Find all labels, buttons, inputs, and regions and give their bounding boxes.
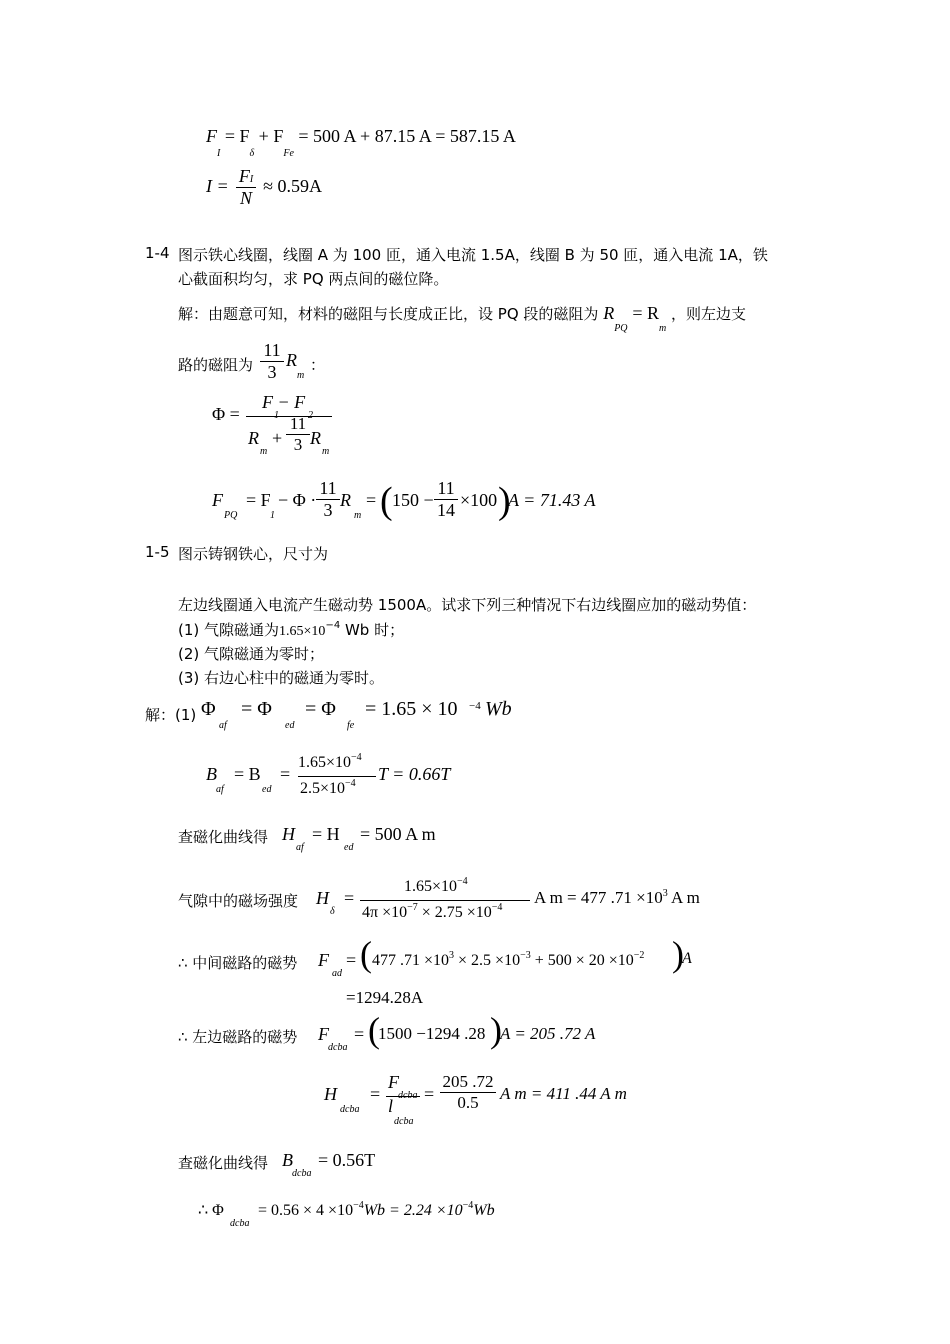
operator: =	[280, 764, 291, 784]
exponent: −4	[462, 1200, 474, 1211]
text: 查磁化曲线得	[178, 828, 269, 846]
term: ×100	[460, 490, 498, 510]
text: 477 .71 ×10	[372, 952, 450, 969]
result: A = 71.43 A	[508, 490, 596, 510]
exponent: −2	[633, 950, 645, 961]
term: = Φ	[241, 698, 272, 720]
exponent: −3	[520, 950, 531, 961]
subscript: af	[296, 842, 304, 853]
result	[534, 888, 700, 908]
subscript: dcba	[340, 1104, 360, 1115]
case-1	[178, 619, 404, 640]
result: = 0.56T	[318, 1150, 376, 1170]
fraction	[316, 478, 340, 521]
text: A m = 477 .71 ×10	[534, 888, 663, 907]
numerator: 11	[289, 414, 307, 433]
operator: +	[272, 428, 283, 448]
subscript: PQ	[224, 510, 238, 521]
symbol: R	[340, 490, 351, 510]
numerator	[404, 876, 468, 896]
exponent: 3	[449, 950, 455, 961]
expression	[372, 950, 644, 970]
denominator	[362, 902, 502, 922]
text: + 500 × 20 ×10	[530, 952, 634, 969]
symbol: B	[206, 764, 217, 784]
unit: A	[682, 950, 692, 967]
equation-h-dcba	[324, 1072, 664, 1132]
subscript: ad	[332, 968, 342, 979]
subscript: δ	[330, 906, 335, 917]
denominator: 3	[316, 499, 340, 521]
subscript: 1	[270, 510, 275, 521]
denominator: 3	[286, 434, 310, 455]
equation-b-dcba	[178, 1148, 478, 1180]
denominator: 0.5	[440, 1092, 496, 1113]
text: (1) 气隙磁通为	[178, 621, 280, 639]
result: = 500 A + 87.15 A = 587.15 A	[298, 126, 516, 146]
text: 1.65×10	[404, 878, 458, 895]
fraction	[440, 1072, 496, 1113]
text: 解：由题意可知，材料的磁阻与长度成正比，设 PQ 段的磁阻为	[178, 305, 599, 323]
text: × 2.75 ×10	[417, 904, 492, 921]
term: − Φ ·	[278, 490, 317, 510]
term: = F	[224, 126, 250, 146]
symbol: Φ =	[212, 404, 240, 424]
text: 2.5×10	[300, 780, 346, 797]
exponent: −4	[351, 752, 362, 763]
symbol: H	[282, 824, 295, 844]
text: ∴ 左边磁路的磁势	[178, 1028, 298, 1046]
subscript: 1	[274, 410, 279, 421]
text: ，则左边支	[671, 305, 747, 323]
symbol: H	[316, 888, 329, 908]
subscript: I	[249, 174, 254, 185]
expression: 1500 −1294 .28	[378, 1024, 486, 1043]
equation-current	[206, 166, 323, 208]
result: A = 205 .72 A	[500, 1024, 596, 1043]
paren-close: )	[672, 934, 684, 974]
denominator	[300, 778, 356, 798]
exponent: −4	[325, 620, 341, 631]
symbol: R	[603, 303, 615, 323]
term: = F	[246, 490, 271, 510]
paren-open: (	[380, 480, 393, 522]
subscript: ed	[262, 784, 272, 795]
symbol: H	[324, 1084, 337, 1104]
text: 查磁化曲线得	[178, 1154, 269, 1172]
equation-fpq	[212, 478, 632, 528]
equation-flux	[212, 392, 352, 462]
symbol: I =	[206, 176, 229, 196]
subscript: m	[354, 510, 362, 521]
text: ∴ 中间磁路的磁势	[178, 954, 298, 972]
subscript: m	[322, 446, 330, 457]
fraction-bar	[298, 776, 376, 777]
denominator: l	[388, 1096, 394, 1116]
problem-title: 图示铸钢铁心，尺寸为	[178, 545, 329, 563]
symbol: F	[318, 1024, 329, 1044]
value: = 1.65 × 10	[365, 698, 458, 720]
problem-number: 1-5	[145, 543, 170, 561]
numerator: F	[238, 166, 250, 186]
solution-line2	[178, 340, 326, 384]
result: T = 0.66T	[378, 764, 451, 784]
denominator: 14	[434, 499, 458, 521]
fraction	[434, 478, 458, 521]
text: × 2.5 ×10	[454, 952, 521, 969]
fraction	[286, 414, 310, 455]
text: 1.65×10	[298, 754, 352, 771]
paren-close: )	[490, 1010, 502, 1050]
equation-total-mmf	[206, 126, 516, 159]
subscript: dcba	[394, 1116, 414, 1127]
case-3: (3) 右边心柱中的磁通为零时。	[178, 669, 385, 687]
numerator: 205 .72	[442, 1072, 494, 1091]
problem-text-line2: 心截面积均匀，求 PQ 两点间的磁位降。	[178, 270, 449, 288]
paren-open: (	[368, 1010, 380, 1050]
expression	[258, 1200, 495, 1220]
term: = Φ	[305, 698, 336, 720]
symbol: F	[318, 950, 329, 970]
subscript: PQ	[614, 323, 628, 334]
text: Wb = 2.24 ×10	[363, 1202, 463, 1219]
operator: =	[346, 950, 357, 970]
equation-h-delta	[178, 874, 738, 926]
equation-f-ad	[178, 934, 738, 979]
result: A m = 411 .44 A m	[500, 1084, 627, 1103]
text: Wb 时；	[340, 621, 405, 639]
equation-h	[178, 822, 578, 856]
text: 4π ×10	[362, 904, 408, 921]
subscript: Fe	[283, 148, 294, 159]
operator: =	[366, 490, 377, 510]
label: 解：(1)	[145, 706, 197, 724]
problem-number: 1-4	[145, 244, 170, 262]
subscript: m	[297, 370, 305, 381]
exponent: −7	[407, 902, 418, 913]
numerator: 11	[319, 478, 337, 498]
term: + F	[258, 126, 284, 146]
term: 150 −	[392, 490, 434, 510]
symbol: B	[282, 1150, 293, 1170]
numerator: 11	[437, 478, 455, 498]
symbol: R	[310, 428, 321, 448]
text: ：	[310, 356, 326, 374]
value: 1.65×10	[279, 624, 326, 639]
exponent: −4	[457, 876, 468, 887]
exponent: −4	[353, 1200, 364, 1211]
subscript: dcba	[398, 1090, 418, 1101]
subscript: δ	[249, 148, 255, 159]
paren-close: )	[498, 480, 511, 522]
numerator	[262, 392, 305, 413]
paren-open: (	[360, 934, 372, 974]
case-2: (2) 气隙磁通为零时；	[178, 645, 325, 663]
exponent: −4	[469, 700, 481, 712]
subscript: af	[219, 720, 227, 731]
subscript: ed	[344, 842, 354, 853]
symbol: F	[212, 490, 223, 510]
symbol: Φ	[201, 698, 216, 720]
numerator	[298, 752, 362, 772]
equation-phi-dcba	[198, 1198, 598, 1232]
denominator: N	[236, 187, 256, 209]
operator: =	[370, 1084, 381, 1104]
text: = 0.56 × 4 ×10	[258, 1202, 354, 1219]
equation-f-ad-result: =1294.28A	[346, 988, 424, 1007]
symbol: F	[206, 126, 217, 146]
unit: Wb	[485, 698, 512, 720]
equation-f-dcba	[178, 1010, 678, 1054]
subscript: 2	[308, 410, 313, 421]
subscript: dcba	[292, 1168, 312, 1179]
unit: Wb	[473, 1202, 495, 1219]
text: 路的磁阻为	[178, 356, 254, 374]
subscript: dcba	[230, 1218, 250, 1229]
subscript: m	[260, 446, 268, 457]
operator: =	[344, 888, 355, 908]
subscript: I	[217, 148, 221, 159]
symbol: R	[248, 428, 259, 448]
fraction	[236, 166, 256, 209]
numerator: 11	[263, 340, 281, 360]
text: F − F	[262, 392, 306, 412]
symbol: R	[286, 350, 297, 370]
denominator: 3	[260, 361, 284, 383]
term: = R	[632, 303, 659, 323]
text: A m	[667, 888, 700, 907]
exponent: 3	[662, 888, 668, 899]
term: = H	[312, 824, 340, 844]
solution-line1	[178, 303, 747, 334]
subscript: fe	[347, 720, 355, 731]
exponent: −4	[345, 778, 356, 789]
subscript: ed	[285, 720, 295, 731]
text: 气隙中的磁场强度	[178, 892, 299, 910]
fraction-bar	[360, 900, 530, 901]
subscript: m	[658, 323, 667, 334]
equation-b	[206, 752, 506, 800]
subscript: dcba	[328, 1042, 348, 1053]
subscript: af	[216, 784, 224, 795]
result: ≈ 0.59A	[263, 176, 323, 196]
fraction	[260, 340, 284, 383]
term: = B	[234, 764, 261, 784]
symbol: ∴ Φ	[198, 1202, 224, 1219]
exponent: −4	[491, 902, 503, 913]
numerator: F	[388, 1072, 399, 1092]
problem-text-line1: 图示铁心线圈，线圈 A 为 100 匝，通入电流 1.5A，线圈 B 为 50 匝，通入电流 1A，铁	[178, 246, 768, 264]
operator: =	[354, 1024, 365, 1044]
operator: =	[424, 1084, 435, 1104]
result: = 500 A m	[360, 824, 436, 844]
problem-text: 左边线圈通入电流产生磁动势 1500A。试求下列三种情况下右边线圈应加的磁动势值：	[178, 596, 757, 614]
solution-1	[145, 698, 545, 734]
